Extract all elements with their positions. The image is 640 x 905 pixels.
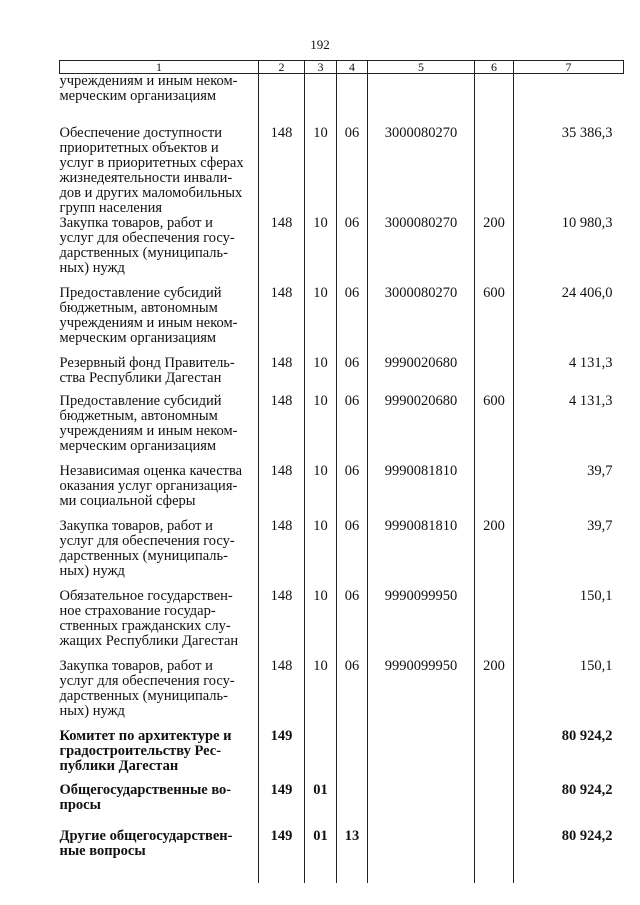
code-subsection: 06 (337, 464, 368, 519)
amount: 24 406,0 (514, 286, 624, 356)
table-row (60, 659, 624, 729)
column-header: 6 (475, 61, 514, 74)
empty-cell (475, 869, 514, 883)
amount: 39,7 (514, 519, 624, 589)
code-section: 10 (305, 394, 337, 464)
empty-cell (514, 869, 624, 883)
code-subsection: 06 (337, 519, 368, 589)
code-subsection (337, 783, 368, 829)
table-row (60, 286, 624, 356)
amount: 80 924,2 (514, 829, 624, 869)
code-expense-type: 200 (475, 519, 514, 589)
code-section: 10 (305, 216, 337, 286)
budget-table (59, 60, 624, 883)
code-section (305, 74, 337, 127)
code-expense-type (475, 74, 514, 127)
code-target: 3000080270 (368, 126, 475, 216)
code-section: 01 (305, 829, 337, 869)
code-target (368, 829, 475, 869)
code-target: 9990099950 (368, 589, 475, 659)
amount: 35 386,3 (514, 126, 624, 216)
code-subsection: 13 (337, 829, 368, 869)
amount: 10 980,3 (514, 216, 624, 286)
code-target (368, 74, 475, 127)
code-ministry: 148 (259, 394, 305, 464)
item-name: Обеспечение доступности приоритетных объектов и услуг в приоритетных сферах жизнедеятельности инвали- дов и других маломобильных групп населения (60, 126, 259, 216)
item-name: Предоставление субсидий бюджетным, автономным учреждениям и иным неком- мерческим организациям (60, 394, 259, 464)
code-section: 10 (305, 464, 337, 519)
table-row (60, 126, 624, 216)
code-subsection: 06 (337, 394, 368, 464)
code-expense-type: 600 (475, 394, 514, 464)
amount: 150,1 (514, 659, 624, 729)
code-ministry: 149 (259, 783, 305, 829)
code-expense-type (475, 729, 514, 783)
amount: 80 924,2 (514, 729, 624, 783)
code-ministry: 148 (259, 589, 305, 659)
code-expense-type (475, 356, 514, 394)
header-row (60, 61, 624, 74)
amount: 39,7 (514, 464, 624, 519)
code-section: 10 (305, 126, 337, 216)
item-name: Предоставление субсидий бюджетным, автономным учреждениям и иным неком- мерческим организациям (60, 286, 259, 356)
amount (514, 74, 624, 127)
amount: 4 131,3 (514, 394, 624, 464)
code-section: 10 (305, 589, 337, 659)
table-row (60, 829, 624, 869)
code-ministry: 149 (259, 729, 305, 783)
code-subsection: 06 (337, 286, 368, 356)
item-name: Общегосударственные во- просы (60, 783, 259, 829)
column-header: 5 (368, 61, 475, 74)
code-target: 9990020680 (368, 356, 475, 394)
code-target: 3000080270 (368, 286, 475, 356)
item-name: Закупка товаров, работ и услуг для обеспечения госу- дарственных (муниципаль- ных) нужд (60, 519, 259, 589)
column-header: 3 (305, 61, 337, 74)
table-row (60, 589, 624, 659)
item-name: Обязательное государствен- ное страхование государ- ственных гражданских слу- жащих Республики Дагестан (60, 589, 259, 659)
code-expense-type: 200 (475, 659, 514, 729)
table-row (60, 216, 624, 286)
code-target: 9990081810 (368, 519, 475, 589)
amount: 80 924,2 (514, 783, 624, 829)
code-ministry: 148 (259, 126, 305, 216)
item-name: Закупка товаров, работ и услуг для обеспечения госу- дарственных (муниципаль- ных) нужд (60, 216, 259, 286)
code-section: 10 (305, 519, 337, 589)
column-header: 2 (259, 61, 305, 74)
code-expense-type (475, 589, 514, 659)
code-ministry: 148 (259, 519, 305, 589)
code-target (368, 783, 475, 829)
code-ministry: 148 (259, 356, 305, 394)
code-ministry: 148 (259, 659, 305, 729)
code-section: 10 (305, 356, 337, 394)
code-section: 10 (305, 659, 337, 729)
column-header: 1 (60, 61, 259, 74)
item-name: Другие общегосударствен- ные вопросы (60, 829, 259, 869)
code-section: 10 (305, 286, 337, 356)
amount: 4 131,3 (514, 356, 624, 394)
item-name: Закупка товаров, работ и услуг для обеспечения госу- дарственных (муниципаль- ных) нужд (60, 659, 259, 729)
table-row (60, 74, 624, 127)
item-name: учреждениям и иным неком- мерческим организациям (60, 74, 259, 127)
table-row (60, 464, 624, 519)
empty-cell (337, 869, 368, 883)
empty-cell (368, 869, 475, 883)
code-target: 9990081810 (368, 464, 475, 519)
code-subsection: 06 (337, 126, 368, 216)
code-target: 3000080270 (368, 216, 475, 286)
code-section (305, 729, 337, 783)
code-target: 9990099950 (368, 659, 475, 729)
item-name: Независимая оценка качества оказания услуг организация- ми социальной сферы (60, 464, 259, 519)
code-subsection: 06 (337, 589, 368, 659)
table-row (60, 394, 624, 464)
code-subsection: 06 (337, 356, 368, 394)
empty-cell (60, 869, 259, 883)
page-number: 192 (310, 37, 330, 52)
code-subsection (337, 729, 368, 783)
filler-row (60, 869, 624, 883)
table-row (60, 519, 624, 589)
code-target (368, 729, 475, 783)
amount: 150,1 (514, 589, 624, 659)
code-subsection (337, 74, 368, 127)
code-target: 9990020680 (368, 394, 475, 464)
empty-cell (305, 869, 337, 883)
code-ministry: 148 (259, 464, 305, 519)
code-expense-type (475, 783, 514, 829)
table-body (60, 74, 624, 884)
code-expense-type (475, 126, 514, 216)
code-ministry (259, 74, 305, 127)
code-section: 01 (305, 783, 337, 829)
item-name: Резервный фонд Правитель- ства Республики Дагестан (60, 356, 259, 394)
code-subsection: 06 (337, 659, 368, 729)
table-row (60, 729, 624, 783)
column-header: 7 (514, 61, 624, 74)
empty-cell (259, 869, 305, 883)
code-subsection: 06 (337, 216, 368, 286)
item-name: Комитет по архитектуре и градостроительству Рес- публики Дагестан (60, 729, 259, 783)
code-expense-type: 600 (475, 286, 514, 356)
code-expense-type (475, 464, 514, 519)
code-expense-type: 200 (475, 216, 514, 286)
code-expense-type (475, 829, 514, 869)
table-row (60, 783, 624, 829)
table-row (60, 356, 624, 394)
code-ministry: 149 (259, 829, 305, 869)
code-ministry: 148 (259, 286, 305, 356)
code-ministry: 148 (259, 216, 305, 286)
column-header: 4 (337, 61, 368, 74)
